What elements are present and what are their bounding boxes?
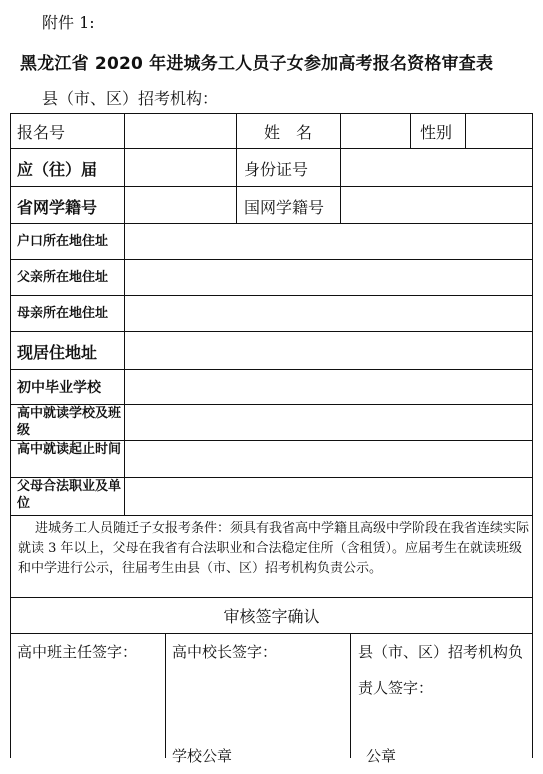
nat-school-no-label: 国网学籍号 [244, 198, 325, 217]
nat-school-no-field[interactable] [341, 187, 532, 223]
mother-address-field[interactable] [125, 296, 532, 331]
junior-school-label: 初中毕业学校 [17, 380, 101, 396]
reg-no-field[interactable] [125, 114, 236, 148]
id-no-label: 身份证号 [244, 160, 309, 179]
attachment-label: 附件 1: [42, 13, 95, 32]
father-address-field[interactable] [125, 260, 532, 295]
grad-year-label: 应（往）届 [17, 160, 98, 179]
parents-job-field[interactable] [125, 478, 532, 515]
teacher-signature-label: 高中班主任签字： [17, 643, 138, 661]
prov-school-no-field[interactable] [125, 187, 236, 223]
senior-school-field[interactable] [125, 405, 532, 440]
junior-school-field[interactable] [125, 370, 532, 404]
grad-year-field[interactable] [125, 149, 236, 186]
signature-section-title: 审核签字确认 [223, 607, 320, 626]
principal-signature-label: 高中校长签字： [172, 643, 278, 661]
mother-address-label: 母亲所在地住址 [17, 306, 109, 321]
reg-no-label: 报名号 [17, 123, 66, 142]
current-address-field[interactable] [125, 332, 532, 369]
parents-job-label: 父母合法职业及单位 [17, 479, 122, 511]
name-field[interactable] [341, 114, 410, 148]
agency-label: 县（市、区）招考机构： [42, 89, 219, 108]
hukou-address-field[interactable] [125, 224, 532, 259]
seal-label: 公章 [366, 747, 397, 765]
senior-period-field[interactable] [125, 441, 532, 477]
current-address-label: 现居住地址 [17, 343, 98, 362]
gender-field[interactable] [466, 114, 532, 148]
form-title: 黑龙江省 2020 年进城务工人员子女参加高考报名资格审查表 [20, 54, 494, 74]
senior-period-label: 高中就读起止时间 [17, 442, 122, 457]
senior-school-label: 高中就读学校及班级 [17, 406, 122, 438]
hukou-address-label: 户口所在地住址 [17, 234, 109, 249]
school-seal-label: 学校公章 [172, 747, 233, 765]
id-no-field[interactable] [341, 149, 532, 186]
father-address-label: 父亲所在地住址 [17, 270, 109, 285]
eligibility-conditions: 进城务工人员随迁子女报考条件：须具有我省高中学籍且高级中学阶段在我省连续实际就读 3 年以上，父母在我省有合法职业和合法稳定住所（含租赁）。应届考生在就读班级和中学进行公示，往届考生由县（市、区）招考机构负责公示。 [18, 521, 530, 576]
name-label: 姓 名 [264, 123, 313, 142]
prov-school-no-label: 省网学籍号 [17, 198, 98, 217]
gender-label: 性别 [420, 123, 453, 142]
agency-head-signature-label: 县（市、区）招考机构负责人签字： [358, 643, 524, 697]
